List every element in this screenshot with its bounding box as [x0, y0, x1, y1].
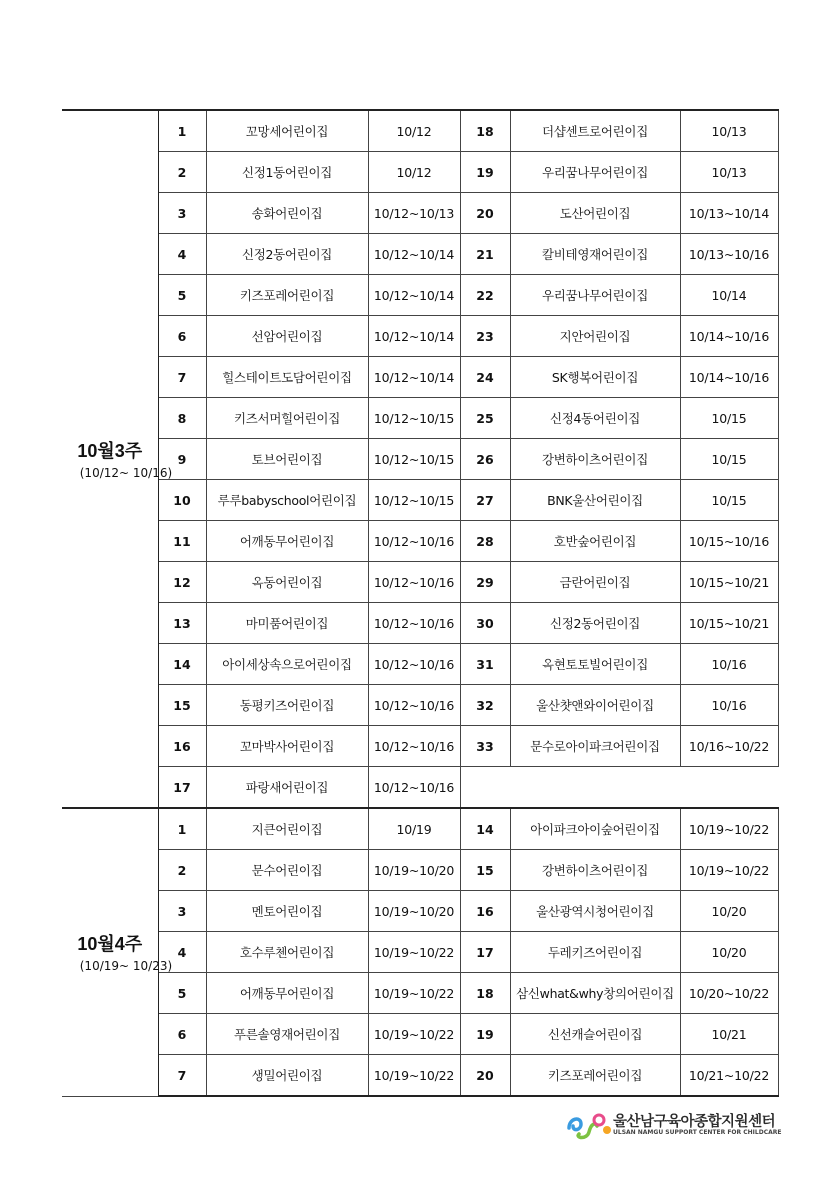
- daycare-name: 어깨동무어린이집: [206, 973, 368, 1014]
- visit-date: 10/13: [680, 110, 778, 152]
- daycare-name: 지안어린이집: [510, 316, 680, 357]
- table-row: [62, 193, 778, 234]
- daycare-name: 꼬마박사어린이집: [206, 726, 368, 767]
- entry-number: 23: [460, 316, 510, 357]
- visit-date: 10/15~10/16: [680, 521, 778, 562]
- entry-number: 1: [158, 110, 206, 152]
- entry-number: 15: [158, 685, 206, 726]
- daycare-name: 신정4동어린이집: [510, 398, 680, 439]
- table-row: [62, 562, 778, 603]
- visit-date: 10/12: [368, 110, 460, 152]
- visit-date: 10/13: [680, 152, 778, 193]
- entry-number: 18: [460, 973, 510, 1014]
- entry-number: 7: [158, 357, 206, 398]
- daycare-name: 송화어린이집: [206, 193, 368, 234]
- daycare-name: 칼비테영재어린이집: [510, 234, 680, 275]
- visit-date: 10/19~10/22: [368, 973, 460, 1014]
- entry-number: 31: [460, 644, 510, 685]
- daycare-name: 문수로아이파크어린이집: [510, 726, 680, 767]
- entry-number: 3: [158, 193, 206, 234]
- center-logo-subtitle: ULSAN NAMGU SUPPORT CENTER FOR CHILDCARE: [613, 1129, 782, 1136]
- daycare-name: 힐스테이트도담어린이집: [206, 357, 368, 398]
- visit-date: 10/12~10/16: [368, 521, 460, 562]
- entry-number: 16: [158, 726, 206, 767]
- entry-number: 27: [460, 480, 510, 521]
- entry-number: 24: [460, 357, 510, 398]
- entry-number: 32: [460, 685, 510, 726]
- daycare-name: 신선캐슬어린이집: [510, 1014, 680, 1055]
- daycare-name: 옥동어린이집: [206, 562, 368, 603]
- entry-number: 6: [158, 316, 206, 357]
- entry-number: 2: [158, 850, 206, 891]
- table-row: [62, 1055, 778, 1097]
- entry-number: 10: [158, 480, 206, 521]
- week-date-range: (10/12~ 10/16): [79, 465, 173, 480]
- daycare-name: 삼신what&why창의어린이집: [510, 973, 680, 1014]
- table-row: [62, 973, 778, 1014]
- visit-date: 10/15: [680, 439, 778, 480]
- table-row: [62, 685, 778, 726]
- daycare-name: 아이세상속으로어린이집: [206, 644, 368, 685]
- entry-number: 33: [460, 726, 510, 767]
- daycare-name: 키즈포레어린이집: [206, 275, 368, 316]
- visit-date: 10/19: [368, 808, 460, 850]
- daycare-name: 토브어린이집: [206, 439, 368, 480]
- entry-number: 14: [158, 644, 206, 685]
- visit-date: 10/15: [680, 480, 778, 521]
- daycare-name: 문수어린이집: [206, 850, 368, 891]
- visit-date: 10/16~10/22: [680, 726, 778, 767]
- table-row: [62, 603, 778, 644]
- daycare-name: 루루babyschool어린이집: [206, 480, 368, 521]
- visit-date: 10/14: [680, 275, 778, 316]
- visit-date: 10/12~10/14: [368, 234, 460, 275]
- empty-cell: [460, 767, 778, 809]
- daycare-name: 아이파크아이숲어린이집: [510, 808, 680, 850]
- entry-number: 15: [460, 850, 510, 891]
- entry-number: 18: [460, 110, 510, 152]
- visit-date: 10/12~10/14: [368, 316, 460, 357]
- entry-number: 13: [158, 603, 206, 644]
- week-label-cell: [62, 110, 173, 808]
- entry-number: 26: [460, 439, 510, 480]
- table-row: [62, 891, 778, 932]
- daycare-name: 옥현토토빌어린이집: [510, 644, 680, 685]
- entry-number: 1: [158, 808, 206, 850]
- entry-number: 21: [460, 234, 510, 275]
- entry-number: 30: [460, 603, 510, 644]
- entry-number: 12: [158, 562, 206, 603]
- table-row: [62, 521, 778, 562]
- daycare-name: 지큰어린이집: [206, 808, 368, 850]
- table-row: [62, 152, 778, 193]
- table-row: [62, 1014, 778, 1055]
- daycare-name: 어깨동무어린이집: [206, 521, 368, 562]
- daycare-name: 호수루첸어린이집: [206, 932, 368, 973]
- table-row: [62, 110, 778, 152]
- entry-number: 25: [460, 398, 510, 439]
- daycare-schedule-table: [62, 109, 779, 1097]
- daycare-name: 생밀어린이집: [206, 1055, 368, 1097]
- week-title: 10월4주: [77, 933, 143, 954]
- entry-number: 19: [460, 1014, 510, 1055]
- visit-date: 10/12~10/16: [368, 767, 460, 809]
- visit-date: 10/14~10/16: [680, 316, 778, 357]
- visit-date: 10/21: [680, 1014, 778, 1055]
- visit-date: 10/20: [680, 891, 778, 932]
- daycare-name: 마미품어린이집: [206, 603, 368, 644]
- table-row: [62, 644, 778, 685]
- visit-date: 10/16: [680, 685, 778, 726]
- center-logo-icon: [565, 1110, 613, 1140]
- entry-number: 4: [158, 932, 206, 973]
- center-logo-title: 울산남구육아종합지원센터: [613, 1114, 776, 1130]
- visit-date: 10/15~10/21: [680, 603, 778, 644]
- visit-date: 10/12~10/16: [368, 644, 460, 685]
- visit-date: 10/12~10/16: [368, 685, 460, 726]
- daycare-name: 키즈포레어린이집: [510, 1055, 680, 1097]
- entry-number: 6: [158, 1014, 206, 1055]
- daycare-name: BNK울산어린이집: [510, 480, 680, 521]
- table-row: [62, 480, 778, 521]
- visit-date: 10/12: [368, 152, 460, 193]
- entry-number: 20: [460, 1055, 510, 1097]
- daycare-name: 울산광역시청어린이집: [510, 891, 680, 932]
- daycare-name: 신정1동어린이집: [206, 152, 368, 193]
- daycare-name: 멘토어린이집: [206, 891, 368, 932]
- visit-date: 10/19~10/22: [368, 932, 460, 973]
- visit-date: 10/19~10/22: [680, 808, 778, 850]
- daycare-name: 푸른솔영재어린이집: [206, 1014, 368, 1055]
- daycare-name: 우리꿈나무어린이집: [510, 152, 680, 193]
- week-title: 10월3주: [77, 440, 143, 461]
- daycare-name: 금란어린이집: [510, 562, 680, 603]
- visit-date: 10/12~10/14: [368, 275, 460, 316]
- daycare-name: 강변하이츠어린이집: [510, 850, 680, 891]
- entry-number: 17: [158, 767, 206, 809]
- daycare-name: 두레키즈어린이집: [510, 932, 680, 973]
- visit-date: 10/13~10/14: [680, 193, 778, 234]
- entry-number: 3: [158, 891, 206, 932]
- visit-date: 10/19~10/22: [368, 1014, 460, 1055]
- visit-date: 10/13~10/16: [680, 234, 778, 275]
- table-row: [62, 275, 778, 316]
- visit-date: 10/21~10/22: [680, 1055, 778, 1097]
- daycare-name: 선암어린이집: [206, 316, 368, 357]
- entry-number: 9: [158, 439, 206, 480]
- visit-date: 10/12~10/15: [368, 439, 460, 480]
- entry-number: 20: [460, 193, 510, 234]
- table-row: [62, 398, 778, 439]
- entry-number: 17: [460, 932, 510, 973]
- visit-date: 10/19~10/20: [368, 891, 460, 932]
- entry-number: 28: [460, 521, 510, 562]
- entry-number: 7: [158, 1055, 206, 1097]
- daycare-name: SK행복어린이집: [510, 357, 680, 398]
- daycare-name: 호반숲어린이집: [510, 521, 680, 562]
- daycare-name: 파랑새어린이집: [206, 767, 368, 809]
- entry-number: 8: [158, 398, 206, 439]
- table-row: [62, 234, 778, 275]
- visit-date: 10/12~10/16: [368, 726, 460, 767]
- entry-number: 16: [460, 891, 510, 932]
- visit-date: 10/15: [680, 398, 778, 439]
- table-row: [62, 850, 778, 891]
- visit-date: 10/12~10/16: [368, 603, 460, 644]
- daycare-name: 신정2동어린이집: [206, 234, 368, 275]
- entry-number: 19: [460, 152, 510, 193]
- visit-date: 10/19~10/20: [368, 850, 460, 891]
- table-row: [62, 357, 778, 398]
- entry-number: 5: [158, 973, 206, 1014]
- entry-number: 2: [158, 152, 206, 193]
- entry-number: 5: [158, 275, 206, 316]
- visit-date: 10/20: [680, 932, 778, 973]
- daycare-name: 더샵센트로어린이집: [510, 110, 680, 152]
- entry-number: 4: [158, 234, 206, 275]
- daycare-name: 키즈서머힐어린이집: [206, 398, 368, 439]
- table-row: [62, 726, 778, 767]
- entry-number: 29: [460, 562, 510, 603]
- center-logo: [565, 1108, 782, 1142]
- table-row: [62, 316, 778, 357]
- week-label-cell: [62, 808, 173, 1096]
- daycare-name: 신정2동어린이집: [510, 603, 680, 644]
- visit-date: 10/14~10/16: [680, 357, 778, 398]
- visit-date: 10/12~10/16: [368, 562, 460, 603]
- table-row: [62, 808, 778, 850]
- daycare-name: 꼬망세어린이집: [206, 110, 368, 152]
- visit-date: 10/19~10/22: [680, 850, 778, 891]
- week-date-range: (10/19~ 10/23): [79, 958, 173, 973]
- visit-date: 10/12~10/13: [368, 193, 460, 234]
- table-row: [62, 767, 778, 809]
- daycare-name: 도산어린이집: [510, 193, 680, 234]
- visit-date: 10/12~10/15: [368, 398, 460, 439]
- visit-date: 10/20~10/22: [680, 973, 778, 1014]
- daycare-name: 우리꿈나무어린이집: [510, 275, 680, 316]
- visit-date: 10/16: [680, 644, 778, 685]
- visit-date: 10/15~10/21: [680, 562, 778, 603]
- visit-date: 10/19~10/22: [368, 1055, 460, 1097]
- entry-number: 14: [460, 808, 510, 850]
- visit-date: 10/12~10/14: [368, 357, 460, 398]
- visit-date: 10/12~10/15: [368, 480, 460, 521]
- daycare-name: 울산챳앤와이어린이집: [510, 685, 680, 726]
- entry-number: 11: [158, 521, 206, 562]
- daycare-name: 동평키즈어린이집: [206, 685, 368, 726]
- daycare-name: 강변하이츠어린이집: [510, 439, 680, 480]
- entry-number: 22: [460, 275, 510, 316]
